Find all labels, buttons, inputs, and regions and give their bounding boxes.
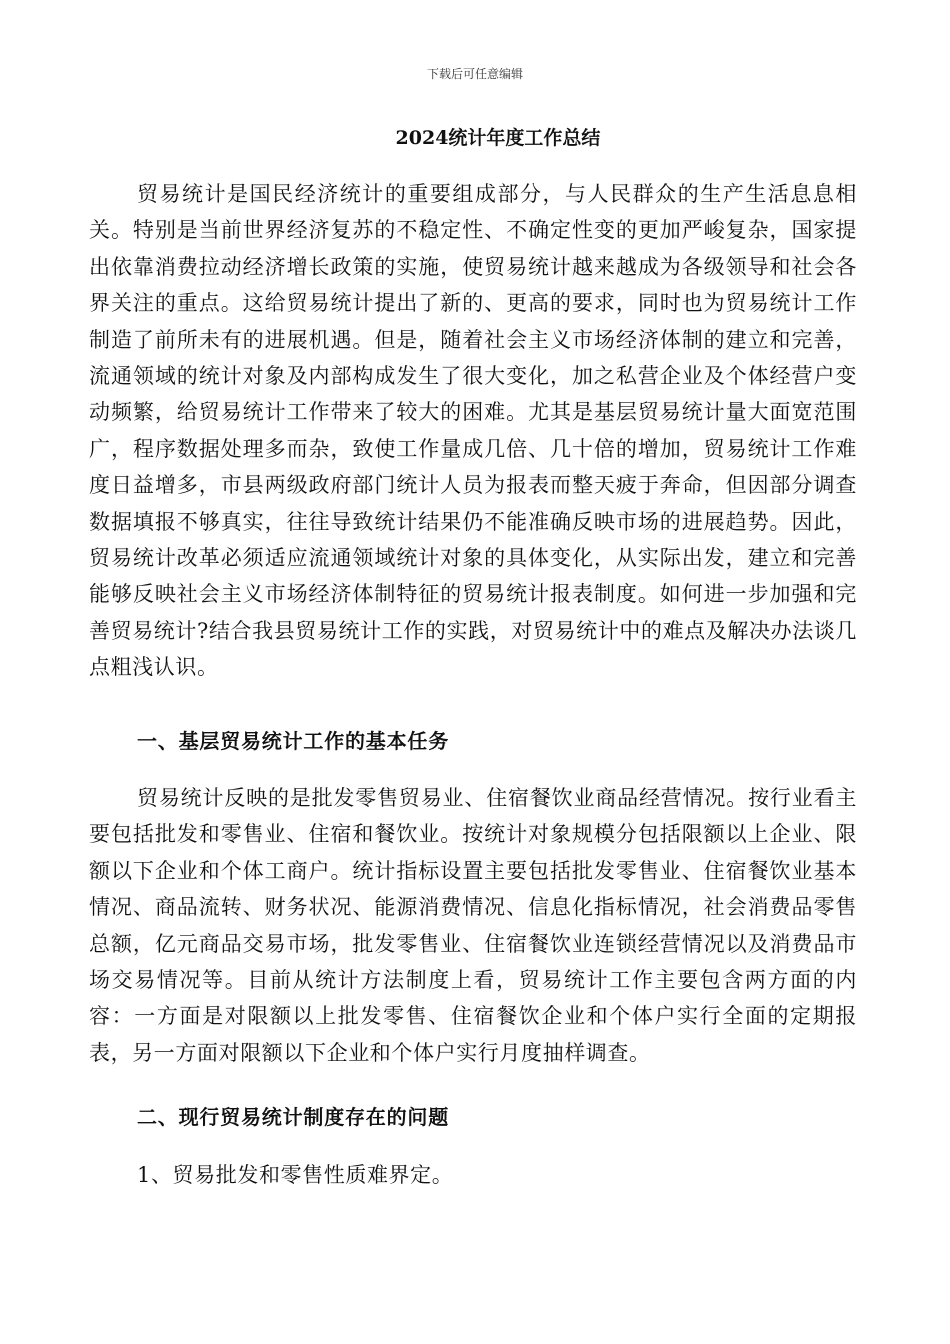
header-note: 下载后可任意编辑: [426, 67, 523, 81]
list-item-problem-1: 1、贸易批发和零售性质难界定。: [137, 1163, 454, 1187]
document-title: 2024统计年度工作总结: [395, 127, 601, 149]
section-heading-basic-tasks: 一、基层贸易统计工作的基本任务: [137, 729, 449, 753]
section-paragraph-basic-tasks: 贸易统计反映的是批发零售贸易业、住宿餐饮业商品经营情况。按行业看主要包括批发和零售业、住宿和餐饮业。按统计对象规模分包括限额以上企业、限额以下企业和个体工商户。统计指标设置主要包括批发零售业、住宿餐饮业基本情况、商品流转、财务状况、能源消费情况、信息化指标情况，社会消费品零售总额，亿元商品交易市场，批发零售业、住宿餐饮业连锁经营情况以及消费品市场交易情况等。目前从统计方法制度上看，贸易统计工作主要包含两方面的内容：一方面是对限额以上批发零售、住宿餐饮企业和个体户实行全面的定期报表，另一方面对限额以下企业和个体户实行月度抽样调查。: [89, 786, 857, 1065]
intro-paragraph: 贸易统计是国民经济统计的重要组成部分，与人民群众的生产生活息息相关。特别是当前世界经济复苏的不稳定性、不确定性变的更加严峻复杂，国家提出依靠消费拉动经济增长政策的实施，使贸易统计越来越成为各级领导和社会各界关注的重点。这给贸易统计提出了新的、更高的要求，同时也为贸易统计工作制造了前所未有的进展机遇。但是，随着社会主义市场经济体制的建立和完善，流通领域的统计对象及内部构成发生了很大变化，加之私营企业及个体经营户变动频繁，给贸易统计工作带来了较大的困难。尤其是基层贸易统计量大面宽范围广，程序数据处理多而杂，致使工作量成几倍、几十倍的增加，贸易统计工作难度日益增多，市县两级政府部门统计人员为报表而整天疲于奔命，但因部分调查数据填报不够真实，往往导致统计结果仍不能准确反映市场的进展趋势。因此，贸易统计改革必须适应流通领域统计对象的具体变化，从实际出发，建立和完善能够反映社会主义市场经济体制特征的贸易统计报表制度。如何进一步加强和完善贸易统计?结合我县贸易统计工作的实践，对贸易统计中的难点及解决办法谈几点粗浅认识。: [89, 182, 857, 680]
section-heading-problems: 二、现行贸易统计制度存在的问题: [137, 1105, 449, 1129]
